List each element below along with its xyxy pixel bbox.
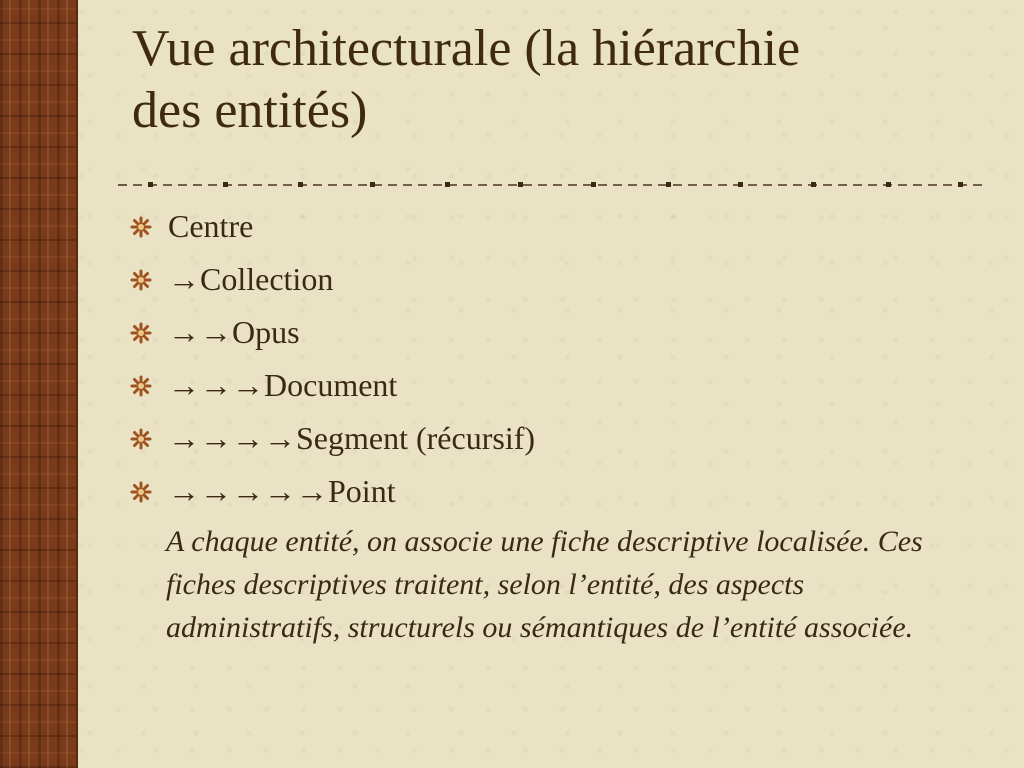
- list-item-point: [130, 465, 990, 518]
- list-item-centre: [130, 200, 990, 253]
- star-bullet-icon: [130, 269, 152, 291]
- star-bullet-icon: [130, 481, 152, 503]
- level-arrows: →→→→: [168, 420, 296, 456]
- item-label: Document: [264, 367, 398, 403]
- level-arrows: →→→: [168, 367, 264, 403]
- dashed-divider: [118, 180, 988, 190]
- list-item-document: [130, 359, 990, 412]
- star-bullet-icon: [130, 428, 152, 450]
- star-bullet-icon: [130, 375, 152, 397]
- decorative-wood-sidebar: [0, 0, 78, 768]
- star-bullet-icon: [130, 322, 152, 344]
- descriptive-note: A chaque entité, on associe une fiche descriptive localisée. Ces fiches descriptives traitent, selon l’entité, des aspects administratifs, structurels ou sémantiques de l’entité associée.: [166, 525, 923, 644]
- item-label: Collection: [200, 261, 334, 297]
- list-item-opus: [130, 306, 990, 359]
- title-line-1: Vue architecturale (la hiérarchie: [132, 20, 801, 77]
- entity-hierarchy-list: [130, 200, 990, 518]
- level-arrows: →→→→→: [168, 473, 328, 509]
- slide-title: [132, 18, 992, 142]
- item-label: Opus: [232, 314, 300, 350]
- item-label: Centre: [168, 208, 254, 244]
- item-label: Point: [328, 473, 396, 509]
- item-label: Segment (récursif): [296, 420, 536, 456]
- list-item-collection: [130, 253, 990, 306]
- star-bullet-icon: [130, 216, 152, 238]
- title-line-2: des entités): [132, 82, 368, 139]
- level-arrows: →→: [168, 314, 232, 350]
- list-item-segment: [130, 412, 990, 465]
- level-arrows: →: [168, 261, 200, 297]
